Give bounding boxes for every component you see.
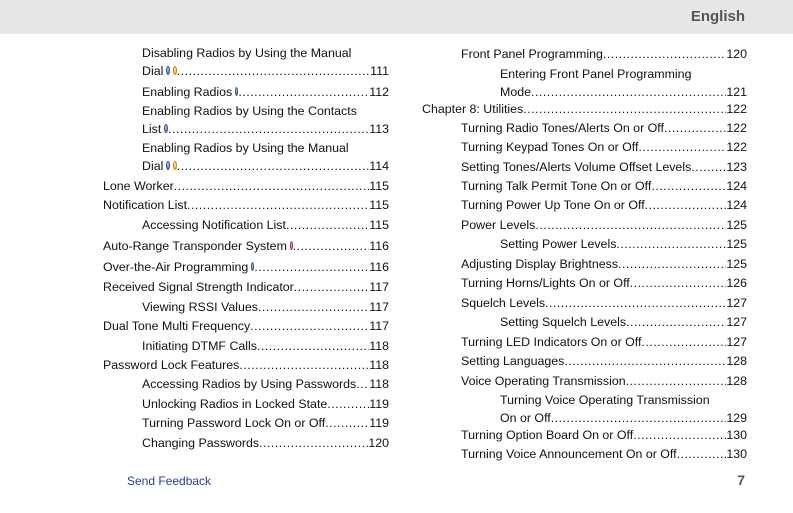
- toc-entry[interactable]: [142, 83, 389, 101]
- toc-page-number: 116: [369, 260, 389, 274]
- toc-page-number: 122: [726, 102, 747, 116]
- toc-entry-title: Dual Tone Multi Frequency: [103, 319, 251, 333]
- dot-leader: [258, 298, 369, 316]
- toc-page-number: 130: [726, 428, 747, 442]
- dot-leader: [239, 356, 369, 374]
- toc-entry-title: Received Signal Strength Indicator: [103, 280, 294, 294]
- dot-leader: [638, 138, 726, 156]
- toc-entry[interactable]: [461, 158, 747, 176]
- toc-entry[interactable]: [142, 395, 389, 413]
- toc-entry-title: Turning Voice Announcement On or Off: [461, 447, 677, 461]
- toc-entry-title: Entering Front Panel Programming: [500, 67, 692, 81]
- dot-leader: [616, 235, 726, 253]
- toc-entry[interactable]: [461, 274, 747, 292]
- dot-leader: [531, 83, 726, 101]
- toc-page-number: 119: [369, 397, 389, 411]
- toc-page-number: 121: [726, 85, 747, 99]
- dot-leader: [626, 313, 726, 331]
- toc-entry-title: Turning Radio Tones/Alerts On or Off: [461, 121, 664, 135]
- toc-entry-title: Front Panel Programming: [461, 47, 603, 61]
- toc-entry-title: Lone Worker: [103, 179, 174, 193]
- dot-leader: [327, 395, 369, 413]
- toc-page-number: 116: [369, 239, 389, 253]
- toc-entry-title: Notification List: [103, 198, 188, 212]
- toc-page-number: 117: [369, 300, 389, 314]
- toc-entry[interactable]: [103, 356, 389, 374]
- toc-entry[interactable]: [461, 119, 747, 137]
- dot-leader: [551, 409, 727, 427]
- toc-entry[interactable]: [103, 177, 389, 195]
- toc-page-number: 115: [369, 198, 389, 212]
- toc-entry-title: Voice Operating Transmission: [461, 374, 626, 388]
- dot-leader: [564, 352, 726, 370]
- toc-entry[interactable]: [461, 255, 747, 273]
- toc-entry-title: Power Levels: [461, 218, 536, 232]
- toc-entry[interactable]: [142, 414, 389, 432]
- toc-page-number: 122: [726, 121, 747, 135]
- toc-entry-title: Turning Keypad Tones On or Off: [461, 140, 639, 154]
- toc-page-number: 126: [726, 276, 747, 290]
- toc-entry[interactable]: [461, 216, 747, 234]
- toc-entry-title: Accessing Radios by Using Passwords: [142, 377, 357, 391]
- toc-entry[interactable]: [461, 196, 747, 214]
- dot-leader: [356, 375, 369, 393]
- toc-entry-title: Changing Passwords: [142, 436, 260, 450]
- language-label: English: [690, 8, 745, 25]
- toc-entry-title: Turning Password Lock On or Off: [142, 416, 326, 430]
- toc-entry[interactable]: [461, 426, 747, 444]
- toc-entry[interactable]: [142, 298, 389, 316]
- dot-leader: [187, 196, 369, 214]
- toc-page-number: 125: [726, 257, 747, 271]
- toc-page-number: 122: [726, 140, 747, 154]
- dot-leader: [238, 83, 369, 101]
- blue-circle-icon: [166, 161, 170, 170]
- toc-entry[interactable]: [103, 258, 389, 276]
- toc-entry-title: Auto-Range Transponder System: [103, 239, 287, 253]
- toc-entry[interactable]: [142, 44, 389, 80]
- toc-entry-title: Over-the-Air Programming: [103, 260, 249, 274]
- dot-leader: [177, 157, 369, 175]
- toc-entry-title: Dial: [142, 64, 164, 78]
- toc-entry[interactable]: [142, 375, 389, 393]
- toc-page-number: 118: [369, 358, 389, 372]
- toc-entry[interactable]: [103, 237, 389, 255]
- toc-entry[interactable]: [142, 139, 389, 175]
- toc-page-number: 113: [369, 122, 389, 136]
- toc-entry-title: Setting Tones/Alerts Volume Offset Levels: [461, 160, 692, 174]
- dot-leader: [174, 177, 370, 195]
- dot-leader: [293, 237, 370, 255]
- dot-leader: [286, 216, 369, 234]
- dot-leader: [254, 258, 369, 276]
- dot-leader: [523, 100, 726, 118]
- dot-leader: [664, 119, 726, 137]
- toc-entry-title: List: [142, 122, 162, 136]
- dot-leader: [250, 317, 369, 335]
- toc-page-number: 118: [369, 339, 389, 353]
- toc-entry[interactable]: [500, 65, 747, 101]
- dot-leader: [168, 120, 369, 138]
- toc-entry-title: Dial: [142, 159, 164, 173]
- toc-entry[interactable]: [461, 445, 747, 463]
- dot-leader: [677, 445, 727, 463]
- dot-leader: [535, 216, 726, 234]
- toc-entry[interactable]: [461, 294, 747, 312]
- toc-page-number: 111: [370, 64, 389, 78]
- dot-leader: [641, 333, 726, 351]
- toc-entry-title: Initiating DTMF Calls: [142, 339, 257, 353]
- dot-leader: [651, 177, 726, 195]
- dot-leader: [618, 255, 726, 273]
- toc-entry-title: Enabling Radios by Using the Manual: [142, 141, 349, 155]
- toc-entry[interactable]: [461, 177, 747, 195]
- toc-page-number: 120: [726, 47, 747, 61]
- toc-entry-title: Turning Option Board On or Off: [461, 428, 634, 442]
- toc-entry-title: Turning Power Up Tone On or Off: [461, 198, 645, 212]
- toc-entry[interactable]: [103, 278, 389, 296]
- toc-entry[interactable]: [103, 196, 389, 214]
- dot-leader: [259, 434, 368, 452]
- toc-entry-title: On or Off: [500, 411, 551, 425]
- toc-entry[interactable]: [142, 102, 389, 138]
- toc-entry[interactable]: [422, 100, 747, 118]
- blue-circle-icon: [166, 66, 170, 75]
- toc-page-number: 117: [369, 280, 389, 294]
- toc-page-number: 118: [369, 377, 389, 391]
- page-number: 7: [737, 472, 745, 488]
- toc-entry-title: Setting Power Levels: [500, 237, 617, 251]
- send-feedback-link[interactable]: Send Feedback: [127, 474, 212, 488]
- toc-entry[interactable]: [500, 235, 747, 253]
- page-header: [0, 0, 793, 34]
- toc-entry-title: Turning LED Indicators On or Off: [461, 335, 642, 349]
- toc-page-number: 128: [726, 354, 747, 368]
- toc-entry[interactable]: [461, 45, 747, 63]
- toc-page-number: 124: [726, 198, 747, 212]
- toc-entry[interactable]: [461, 333, 747, 351]
- toc-page-number: 127: [726, 315, 747, 329]
- toc-entry-title: Turning Horns/Lights On or Off: [461, 276, 630, 290]
- dot-leader: [294, 278, 369, 296]
- toc-entry-title: Password Lock Features: [103, 358, 240, 372]
- toc-entry-title: Setting Squelch Levels: [500, 315, 627, 329]
- toc-entry[interactable]: [142, 337, 389, 355]
- toc-entry-title: Unlocking Radios in Locked State: [142, 397, 328, 411]
- dot-leader: [545, 294, 726, 312]
- toc-entry[interactable]: [461, 372, 747, 390]
- toc-entry-title: Adjusting Display Brightness: [461, 257, 619, 271]
- dot-leader: [691, 158, 726, 176]
- toc-entry-title: Mode: [500, 85, 531, 99]
- toc-entry-title: Squelch Levels: [461, 296, 546, 310]
- toc-page-number: 112: [369, 85, 389, 99]
- toc-entry-title: Disabling Radios by Using the Manual: [142, 46, 352, 60]
- toc-entry[interactable]: [461, 138, 747, 156]
- dot-leader: [645, 196, 727, 214]
- toc-page-number: 125: [726, 218, 747, 232]
- dot-leader: [603, 45, 726, 63]
- toc-entry-title: Turning Voice Operating Transmission: [500, 393, 710, 407]
- dot-leader: [630, 274, 727, 292]
- toc-page-number: 115: [369, 218, 389, 232]
- toc-page-number: 125: [726, 237, 747, 251]
- toc-page-number: 114: [369, 159, 389, 173]
- toc-entry-title: Viewing RSSI Values: [142, 300, 258, 314]
- dot-leader: [325, 414, 369, 432]
- toc-entry[interactable]: [500, 391, 747, 427]
- toc-entry-title: Enabling Radios by Using the Contacts: [142, 104, 357, 118]
- toc-page-number: 120: [368, 436, 389, 450]
- dot-leader: [626, 372, 727, 390]
- toc-page-number: 130: [726, 447, 747, 461]
- toc-entry-title: Enabling Radios: [142, 85, 233, 99]
- toc-page-number: 128: [726, 374, 747, 388]
- toc-page-number: 127: [726, 335, 747, 349]
- toc-entry[interactable]: [142, 216, 389, 234]
- toc-entry[interactable]: [500, 313, 747, 331]
- toc-entry-title: Accessing Notification List: [142, 218, 286, 232]
- toc-entry[interactable]: [103, 317, 389, 335]
- toc-page-number: 129: [726, 411, 747, 425]
- toc-page-number: 115: [369, 179, 389, 193]
- toc-page-number: 119: [369, 416, 389, 430]
- toc-entry-title: Turning Talk Permit Tone On or Off: [461, 179, 652, 193]
- toc-page-number: 127: [726, 296, 747, 310]
- toc-entry[interactable]: [142, 434, 389, 452]
- dot-leader: [257, 337, 369, 355]
- toc-entry[interactable]: [461, 352, 747, 370]
- toc-entry-title: Setting Languages: [461, 354, 565, 368]
- toc-entry-title: Chapter 8: Utilities: [422, 102, 524, 116]
- toc-page-number: 123: [726, 160, 747, 174]
- dot-leader: [633, 426, 726, 444]
- toc-page-number: 117: [369, 319, 389, 333]
- toc-page-number: 124: [726, 179, 747, 193]
- dot-leader: [177, 62, 370, 80]
